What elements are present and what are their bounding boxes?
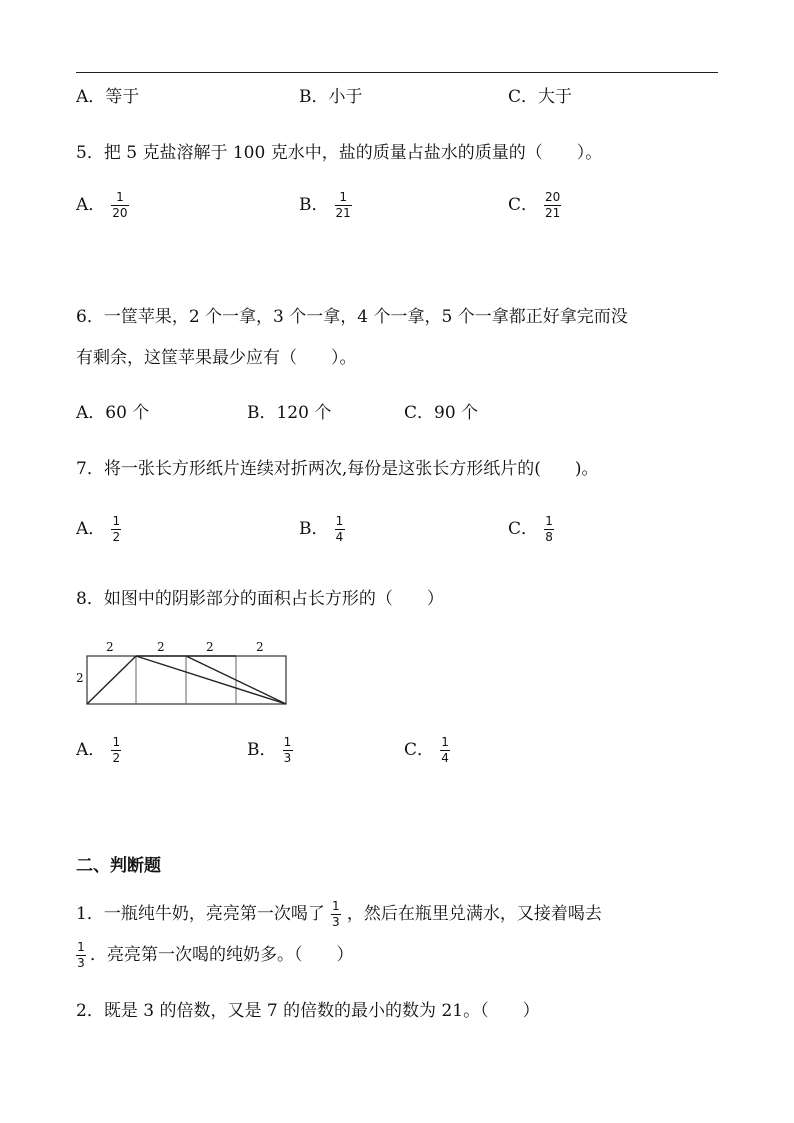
j2-question: 2．既是 3 的倍数，又是 7 的倍数的最小的数为 21。（ ） [76, 1001, 540, 1021]
denominator: 4 [441, 750, 449, 765]
fraction [335, 515, 345, 543]
q7-question: 7．将一张长方形纸片连续对折两次,每份是这张长方形纸片的( )。 [76, 459, 599, 479]
fraction [544, 515, 554, 543]
q4-option-b[interactable]: B．小于 [299, 87, 363, 107]
option-label: A． [76, 194, 106, 215]
fraction [111, 736, 121, 764]
numerator: 1 [335, 514, 344, 528]
denominator: 3 [77, 955, 85, 970]
numerator: 1 [339, 190, 347, 204]
fraction [331, 900, 341, 928]
q6-option-b[interactable]: B．120 个 [247, 403, 332, 423]
option-label: B． [299, 194, 329, 215]
diagonal-line-1 [87, 656, 136, 704]
q6-question-line1: 6．一筐苹果，2 个一拿，3 个一拿，4 个一拿，5 个一拿都正好拿完而没 [76, 307, 628, 327]
numerator: 1 [112, 735, 121, 749]
denominator: 4 [335, 529, 344, 544]
denominator: 20 [112, 205, 128, 220]
q8-rectangle-figure [70, 636, 295, 708]
numerator: 1 [77, 940, 85, 954]
q7-option-b[interactable] [299, 515, 345, 543]
section-title-judgement: 二、判断题 [76, 856, 161, 876]
numerator: 1 [545, 514, 553, 528]
numerator: 1 [332, 899, 340, 913]
q6-option-a[interactable]: A．60 个 [76, 403, 150, 423]
numerator: 20 [545, 190, 561, 204]
numerator: 1 [116, 190, 124, 204]
figure-label-left: 2 [76, 671, 84, 685]
q5-option-a[interactable] [76, 191, 129, 219]
j1-line2 [76, 941, 354, 969]
q8-question: 8．如图中的阴影部分的面积占长方形的（ ） [76, 589, 444, 609]
fraction [111, 515, 121, 543]
option-label: C． [508, 518, 539, 539]
q8-option-a[interactable] [76, 736, 121, 764]
denominator: 21 [545, 205, 561, 220]
j1-text-line2: ．亮亮第一次喝的纯奶多。（ ） [90, 944, 354, 965]
j1-text-post: ，然后在瓶里兑满水，又接着喝去 [346, 903, 602, 924]
q7-option-c[interactable] [508, 515, 554, 543]
q8-option-c[interactable] [404, 736, 450, 764]
fraction [111, 191, 128, 219]
option-label: B． [299, 518, 329, 539]
diagonal-line-2 [136, 656, 286, 704]
fraction [440, 736, 450, 764]
q4-option-a[interactable]: A．等于 [76, 87, 140, 107]
j1-text-pre: 1．一瓶纯牛奶，亮亮第一次喝了 [76, 903, 325, 924]
denominator: 3 [283, 750, 292, 765]
figure-label-top-2: 2 [157, 640, 165, 654]
denominator: 21 [335, 205, 351, 220]
q6-question-line2: 有剩余，这筐苹果最少应有（ ）。 [76, 348, 357, 368]
denominator: 2 [112, 750, 121, 765]
fraction [335, 191, 352, 219]
fraction [544, 191, 561, 219]
top-rule [76, 72, 718, 73]
denominator: 8 [545, 529, 553, 544]
fraction [76, 941, 86, 969]
figure-label-top-1: 2 [106, 640, 114, 654]
numerator: 1 [112, 514, 121, 528]
figure-label-top-4: 2 [256, 640, 264, 654]
figure-label-top-3: 2 [206, 640, 214, 654]
fraction [283, 736, 293, 764]
q7-option-a[interactable] [76, 515, 121, 543]
q8-option-b[interactable] [247, 736, 293, 764]
numerator: 1 [441, 735, 449, 749]
q5-question: 5．把 5 克盐溶解于 100 克水中，盐的质量占盐水的质量的（ ）。 [76, 143, 603, 163]
q4-option-c[interactable]: C．大于 [508, 87, 573, 107]
option-label: B． [247, 739, 277, 760]
j1-line1 [76, 900, 602, 928]
numerator: 1 [283, 735, 292, 749]
option-label: C． [404, 739, 435, 760]
option-label: C． [508, 194, 539, 215]
denominator: 2 [112, 529, 121, 544]
option-label: A． [76, 518, 106, 539]
q5-option-b[interactable] [299, 191, 352, 219]
q6-option-c[interactable]: C．90 个 [404, 403, 479, 423]
option-label: A． [76, 739, 106, 760]
q5-option-c[interactable] [508, 191, 561, 219]
denominator: 3 [332, 914, 340, 929]
